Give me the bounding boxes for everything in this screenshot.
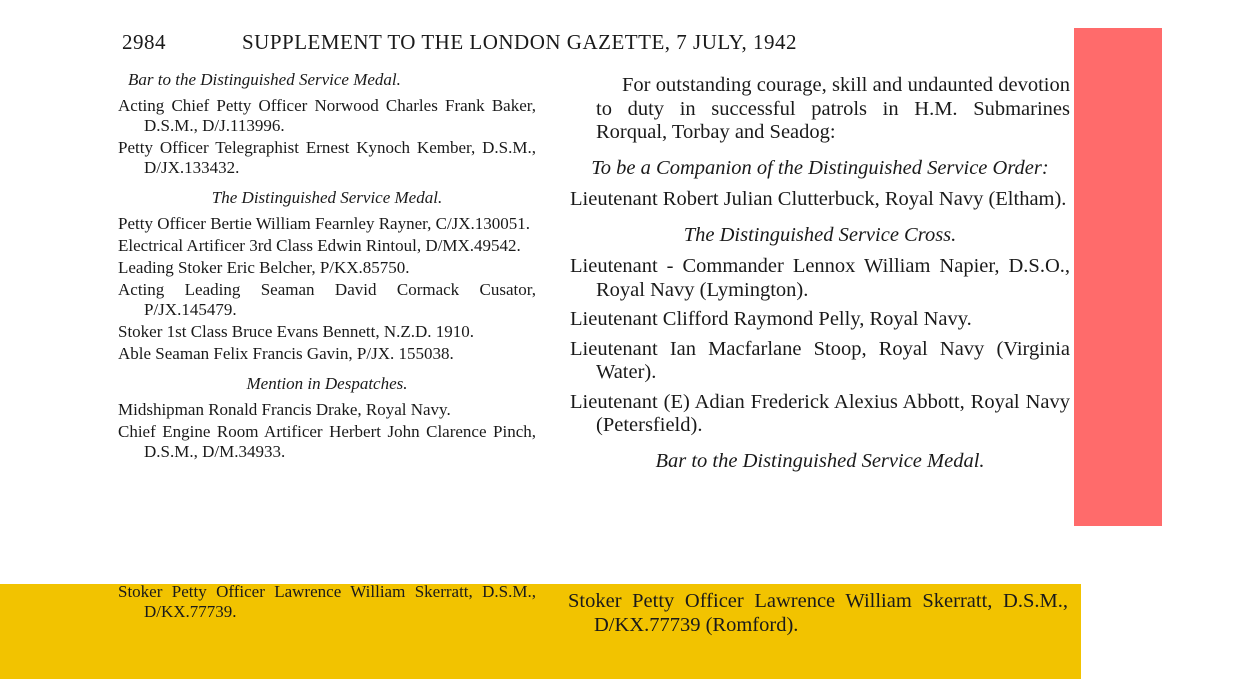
- right-column: [570, 74, 1070, 481]
- list-item: Lieutenant Robert Julian Clutterbuck, Royal Navy (Eltham).: [570, 188, 1067, 210]
- dsm-heading: The Distinguished Service Medal.: [211, 188, 443, 207]
- list-item: Petty Officer Telegraphist Ernest Kynoch Kember, D.S.M., D/JX.133432.: [118, 138, 536, 177]
- red-highlight-block: [1074, 28, 1162, 526]
- bar-dsm-heading-right: Bar to the Distinguished Service Medal.: [655, 449, 985, 472]
- mention-heading: Mention in Despatches.: [246, 374, 408, 393]
- page-header: [122, 30, 912, 58]
- bar-dsm-heading-left: Bar to the Distinguished Service Medal.: [128, 70, 401, 89]
- list-item: Lieutenant (E) Adian Frederick Alexius Abbott, Royal Navy (Petersfield).: [570, 390, 1070, 436]
- page-number: 2984: [122, 30, 166, 54]
- list-item: Midshipman Ronald Francis Drake, Royal Navy.: [118, 400, 451, 419]
- list-item: Lieutenant Ian Macfarlane Stoop, Royal Navy (Virginia Water).: [570, 337, 1070, 383]
- left-column: [118, 70, 536, 464]
- list-item: Able Seaman Felix Francis Gavin, P/JX. 155038.: [118, 344, 454, 363]
- list-item: Electrical Artificer 3rd Class Edwin Rintoul, D/MX.49542.: [118, 236, 521, 255]
- list-item: Leading Stoker Eric Belcher, P/KX.85750.: [118, 258, 410, 277]
- list-item: Acting Chief Petty Officer Norwood Charles Frank Baker, D.S.M., D/J.113996.: [118, 96, 536, 135]
- highlighted-entry-right: [568, 590, 1068, 639]
- dso-heading: To be a Companion of the Distinguished Service Order:: [591, 156, 1049, 179]
- page-title: SUPPLEMENT TO THE LONDON GAZETTE, 7 JULY, 1942: [242, 30, 798, 54]
- list-item: Chief Engine Room Artificer Herbert John Clarence Pinch, D.S.M., D/M.34933.: [118, 422, 536, 461]
- list-item: Stoker Petty Officer Lawrence William Skerratt, D.S.M., D/KX.77739 (Romford).: [568, 590, 1068, 636]
- citation-text: For outstanding courage, skill and undaunted devotion to duty in successful patrols in H.M. Submarines Rorqual, Torbay and Seadog:: [596, 74, 1070, 143]
- dsc-heading: The Distinguished Service Cross.: [683, 223, 957, 246]
- highlighted-entry-left: [118, 582, 536, 624]
- list-item: Lieutenant Clifford Raymond Pelly, Royal Navy.: [570, 308, 972, 330]
- list-item: Lieutenant - Commander Lennox William Napier, D.S.O., Royal Navy (Lymington).: [570, 255, 1070, 301]
- list-item: Stoker 1st Class Bruce Evans Bennett, N.Z.D. 1910.: [118, 322, 475, 341]
- list-item: Stoker Petty Officer Lawrence William Skerratt, D.S.M., D/KX.77739.: [118, 582, 536, 621]
- list-item: Petty Officer Bertie William Fearnley Rayner, C/JX.130051.: [118, 214, 531, 233]
- list-item: Acting Leading Seaman David Cormack Cusator, P/JX.145479.: [118, 280, 536, 319]
